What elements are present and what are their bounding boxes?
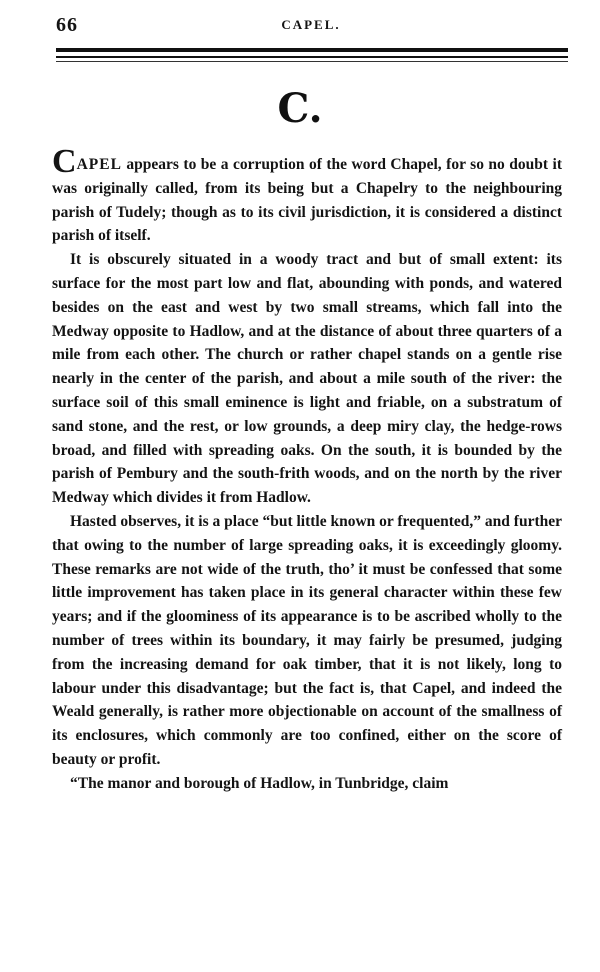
paragraph-4: “The manor and borough of Hadlow, in Tunbridge, claim (70, 774, 449, 792)
paragraph-1-text: appears to be a corruption of the word Chapel, for so no doubt it was originally called, from its being but a Chapelry to the neighbouring parish of Tudely; though as to its civil jurisdiction, it is considered a distinct parish of itself. (52, 156, 562, 245)
paragraph-2: It is obscurely situated in a woody tract and but of small extent: its surface for the most part low and flat, abounding with ponds, and watered besides on the east and west by two small streams, which fall into the Medway opposite to Hadlow, and at the distance of about three quarters of a mile from each other. The church or rather chapel stands on a gentle rise nearly in the center of the parish, and about a mile south of the river: the surface soil of this small eminence is light and friable, on a substratum of sand stone, and the rest, or low grounds, a deep miry clay, the hedge-rows broad, and filled with spreading oaks. On the south, it is bounded by the parish of Pembury and the south-frith woods, and on the north by the river Medway which divides it from Hadlow. (52, 251, 562, 507)
running-title: CAPEL. (281, 17, 341, 32)
header-rule-thin (56, 56, 568, 58)
body-text (52, 143, 562, 796)
paragraph-3: Hasted observes, it is a place “but little known or frequented,” and further that owing to the number of large spreading oaks, it is exceedingly gloomy. These remarks are not wide of the truth, tho’ it must be confessed that some little improvement has taken place in its general character within these few years; and if the gloominess of its appearance is to be ascribed wholly to the number of trees within its boundary, it may fairly be presumed, judging from the increasing demand for oak timber, that it is not likely, long to labour under this disadvantage; but the fact is, that Capel, and indeed the Weald generally, is rather more objectionable on account of the smallness of its enclosures, which commonly are too confined, either on the score of beauty or profit. (52, 512, 562, 768)
section-heading: C. (277, 85, 323, 132)
running-head (56, 14, 566, 38)
drop-cap: C (52, 143, 77, 180)
first-word-small-caps: APEL (76, 156, 122, 173)
page-number: 66 (56, 14, 78, 36)
paragraph-1 (52, 143, 562, 248)
header-rule-hair (56, 61, 568, 62)
header-rule-thick (56, 48, 568, 52)
